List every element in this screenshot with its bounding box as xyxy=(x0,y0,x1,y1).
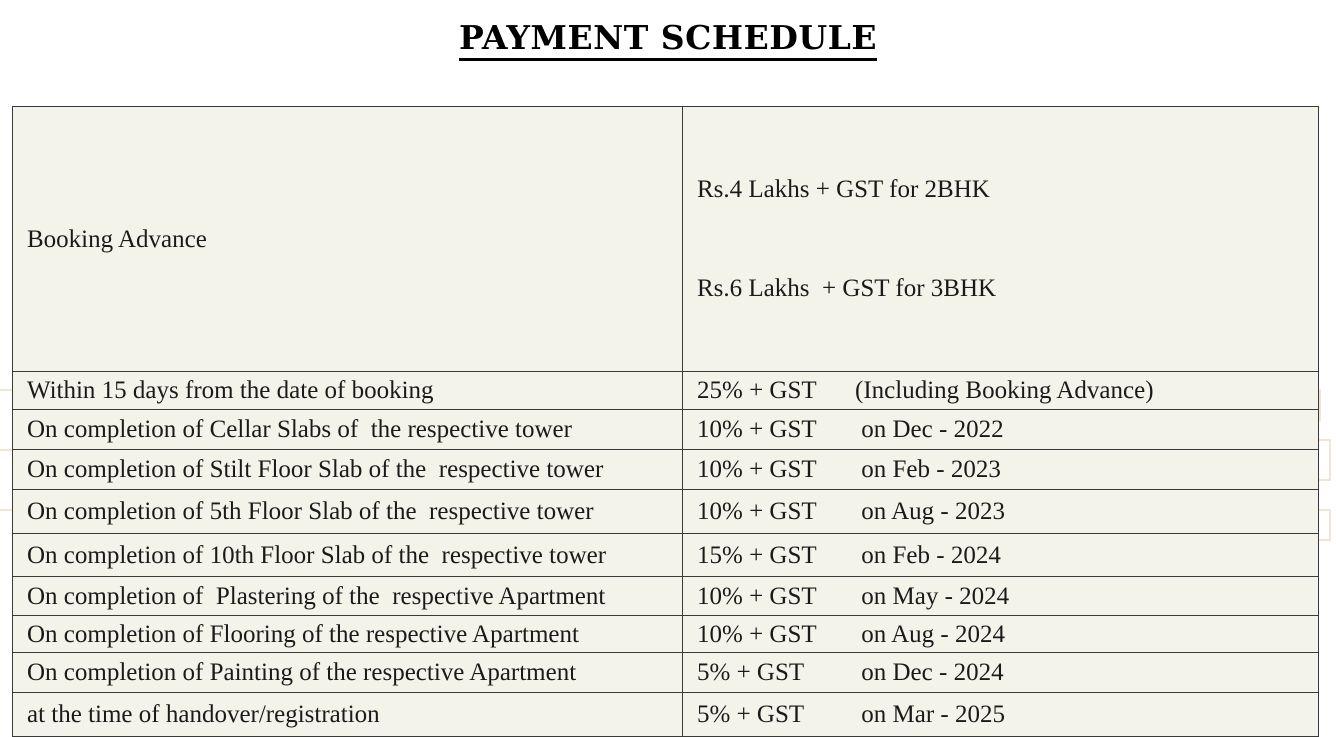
table-row xyxy=(13,410,1319,450)
amount-text: 15% + GST xyxy=(697,541,817,569)
table-row xyxy=(13,616,1319,653)
due-text: on Mar - 2025 xyxy=(861,701,1005,728)
payment-cell xyxy=(683,490,1319,534)
table-row xyxy=(13,534,1319,577)
stage-cell: On completion of 5th Floor Slab of the respective tower xyxy=(13,490,683,534)
stage-cell: Within 15 days from the date of booking xyxy=(13,372,683,410)
amount-text: 25% + GST xyxy=(697,377,817,404)
stage-cell: On completion of Plastering of the respective Apartment xyxy=(13,577,683,616)
payment-cell xyxy=(683,616,1319,653)
payment-schedule-table xyxy=(12,106,1319,737)
stage-cell: On completion of Painting of the respective Apartment xyxy=(13,653,683,693)
table-row xyxy=(13,653,1319,693)
payment-cell xyxy=(683,577,1319,616)
payment-cell xyxy=(683,107,1319,372)
stage-cell: On completion of 10th Floor Slab of the respective tower xyxy=(13,534,683,577)
table-row xyxy=(13,577,1319,616)
amount-text: 10% + GST xyxy=(697,620,817,648)
due-text: on Dec - 2024 xyxy=(861,659,1004,686)
payment-cell xyxy=(683,534,1319,577)
due-text: on Aug - 2024 xyxy=(861,620,1005,648)
payment-cell xyxy=(683,693,1319,737)
due-text: on May - 2024 xyxy=(861,582,1010,610)
stage-cell: Booking Advance xyxy=(13,107,683,372)
table-row xyxy=(13,372,1319,410)
amount-text: 10% + GST xyxy=(697,498,817,525)
amount-text: 10% + GST xyxy=(697,582,817,610)
payment-line: Rs.6 Lakhs + GST for 3BHK xyxy=(697,275,997,302)
payment-cell xyxy=(683,450,1319,490)
page-title: PAYMENT SCHEDULE xyxy=(0,18,1336,57)
payment-line: Rs.4 Lakhs + GST for 2BHK xyxy=(697,176,990,203)
amount-text: 5% + GST xyxy=(697,701,805,728)
table-row xyxy=(13,107,1319,372)
payment-cell xyxy=(683,653,1319,693)
stage-cell: On completion of Cellar Slabs of the respective tower xyxy=(13,410,683,450)
table-row xyxy=(13,693,1319,737)
due-text: on Feb - 2023 xyxy=(861,456,1001,483)
due-text: on Aug - 2023 xyxy=(861,498,1005,525)
due-text: (Including Booking Advance) xyxy=(855,377,1154,404)
due-text: on Feb - 2024 xyxy=(861,541,1001,569)
payment-cell xyxy=(683,372,1319,410)
stage-cell: On completion of Flooring of the respective Apartment xyxy=(13,616,683,653)
amount-text: 10% + GST xyxy=(697,416,817,443)
stage-cell: at the time of handover/registration xyxy=(13,693,683,737)
amount-text: 10% + GST xyxy=(697,456,817,483)
table-row xyxy=(13,490,1319,534)
table-row xyxy=(13,450,1319,490)
payment-cell xyxy=(683,410,1319,450)
stage-cell: On completion of Stilt Floor Slab of the respective tower xyxy=(13,450,683,490)
amount-text: 5% + GST xyxy=(697,659,805,686)
due-text: on Dec - 2022 xyxy=(861,416,1004,443)
